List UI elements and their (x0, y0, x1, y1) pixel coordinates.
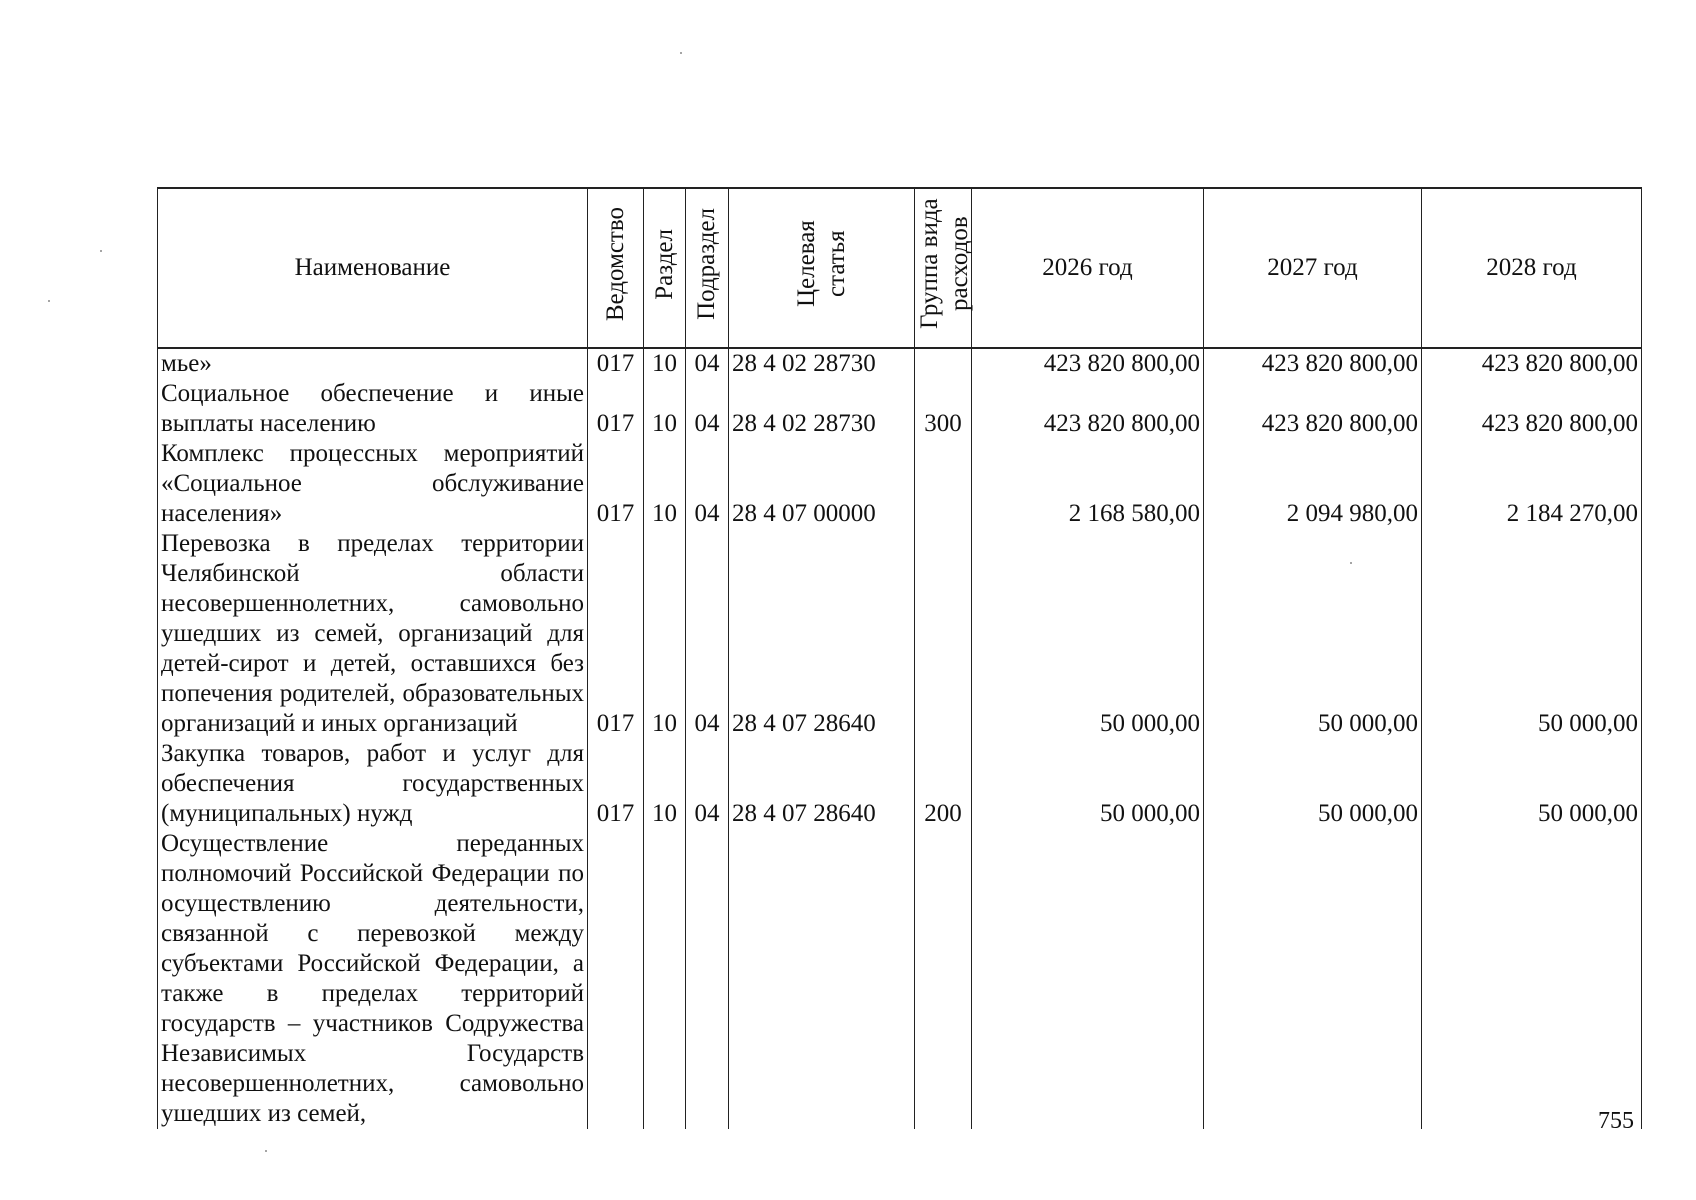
row-vedomstvo (588, 829, 644, 1129)
row-gruppa (915, 829, 972, 1129)
row-year-3: 423 820 800,00 (1422, 348, 1642, 379)
row-celevaya: 28 4 02 28730 (729, 379, 915, 439)
row-name: мье» (158, 348, 588, 379)
scan-speck (48, 300, 50, 302)
row-gruppa: 300 (915, 379, 972, 439)
table-row (158, 739, 1642, 829)
row-name: Перевозка в пределах территории Челябинской области несовершеннолетних, самовольно ушедших из семей, организаций для детей-сирот и детей, оставшихся без попечения родителей, образовательных организаций и иных организаций (158, 529, 588, 739)
row-razdel: 10 (644, 379, 686, 439)
page-number: 755 (1598, 1108, 1634, 1134)
row-year-3 (1422, 829, 1642, 1129)
row-name: Осуществление переданных полномочий Российской Федерации по осуществлению деятельности, связанной с перевозкой между субъектами Российской Федерации, а также в пределах территорий государств – участников Содружества Независимых Государств несовершеннолетних, самовольно ушедших из семей, (158, 829, 588, 1129)
table-body (158, 348, 1642, 1129)
row-celevaya: 28 4 07 00000 (729, 439, 915, 529)
row-year-1: 423 820 800,00 (972, 379, 1204, 439)
scan-speck (680, 52, 682, 54)
header-podrazdel: Подраздел (686, 188, 729, 348)
table-header (158, 188, 1642, 348)
row-year-2 (1204, 829, 1422, 1129)
budget-table (157, 187, 1642, 1129)
row-celevaya (729, 829, 915, 1129)
table-row (158, 439, 1642, 529)
row-year-2: 50 000,00 (1204, 529, 1422, 739)
row-podrazdel: 04 (686, 348, 729, 379)
row-year-3: 2 184 270,00 (1422, 439, 1642, 529)
row-year-3: 423 820 800,00 (1422, 379, 1642, 439)
row-year-2: 2 094 980,00 (1204, 439, 1422, 529)
row-celevaya: 28 4 07 28640 (729, 529, 915, 739)
row-year-3: 50 000,00 (1422, 529, 1642, 739)
header-razdel: Раздел (644, 188, 686, 348)
row-gruppa (915, 529, 972, 739)
row-vedomstvo: 017 (588, 739, 644, 829)
header-year-1: 2026 год (972, 188, 1204, 348)
table-row (158, 348, 1642, 379)
row-celevaya: 28 4 02 28730 (729, 348, 915, 379)
header-vedomstvo: Ведомство (588, 188, 644, 348)
row-razdel: 10 (644, 529, 686, 739)
row-year-1: 2 168 580,00 (972, 439, 1204, 529)
row-gruppa (915, 439, 972, 529)
row-year-1 (972, 829, 1204, 1129)
row-razdel: 10 (644, 439, 686, 529)
row-vedomstvo: 017 (588, 439, 644, 529)
table-row (158, 829, 1642, 1129)
row-year-3: 50 000,00 (1422, 739, 1642, 829)
row-podrazdel: 04 (686, 529, 729, 739)
row-vedomstvo: 017 (588, 348, 644, 379)
header-celevaya: Целевая статья (729, 188, 915, 348)
header-year-2: 2027 год (1204, 188, 1422, 348)
row-podrazdel: 04 (686, 379, 729, 439)
row-year-2: 423 820 800,00 (1204, 348, 1422, 379)
row-gruppa (915, 348, 972, 379)
row-razdel: 10 (644, 739, 686, 829)
row-podrazdel: 04 (686, 739, 729, 829)
scan-speck (1350, 562, 1352, 564)
row-year-1: 423 820 800,00 (972, 348, 1204, 379)
row-year-1: 50 000,00 (972, 739, 1204, 829)
row-name: Социальное обеспечение и иные выплаты населению (158, 379, 588, 439)
row-year-1: 50 000,00 (972, 529, 1204, 739)
row-year-2: 423 820 800,00 (1204, 379, 1422, 439)
row-gruppa: 200 (915, 739, 972, 829)
row-name: Закупка товаров, работ и услуг для обеспечения государственных (муниципальных) нужд (158, 739, 588, 829)
header-gruppa: Группа вида расходов (915, 188, 972, 348)
row-name: Комплекс процессных мероприятий «Социальное обслуживание населения» (158, 439, 588, 529)
row-podrazdel (686, 829, 729, 1129)
row-razdel: 10 (644, 348, 686, 379)
table-row (158, 529, 1642, 739)
row-year-2: 50 000,00 (1204, 739, 1422, 829)
scan-speck (100, 250, 102, 252)
scan-speck (265, 1150, 267, 1152)
row-celevaya: 28 4 07 28640 (729, 739, 915, 829)
row-vedomstvo: 017 (588, 529, 644, 739)
header-name: Наименование (158, 188, 588, 348)
row-vedomstvo: 017 (588, 379, 644, 439)
row-podrazdel: 04 (686, 439, 729, 529)
header-year-3: 2028 год (1422, 188, 1642, 348)
row-razdel (644, 829, 686, 1129)
table-row (158, 379, 1642, 439)
